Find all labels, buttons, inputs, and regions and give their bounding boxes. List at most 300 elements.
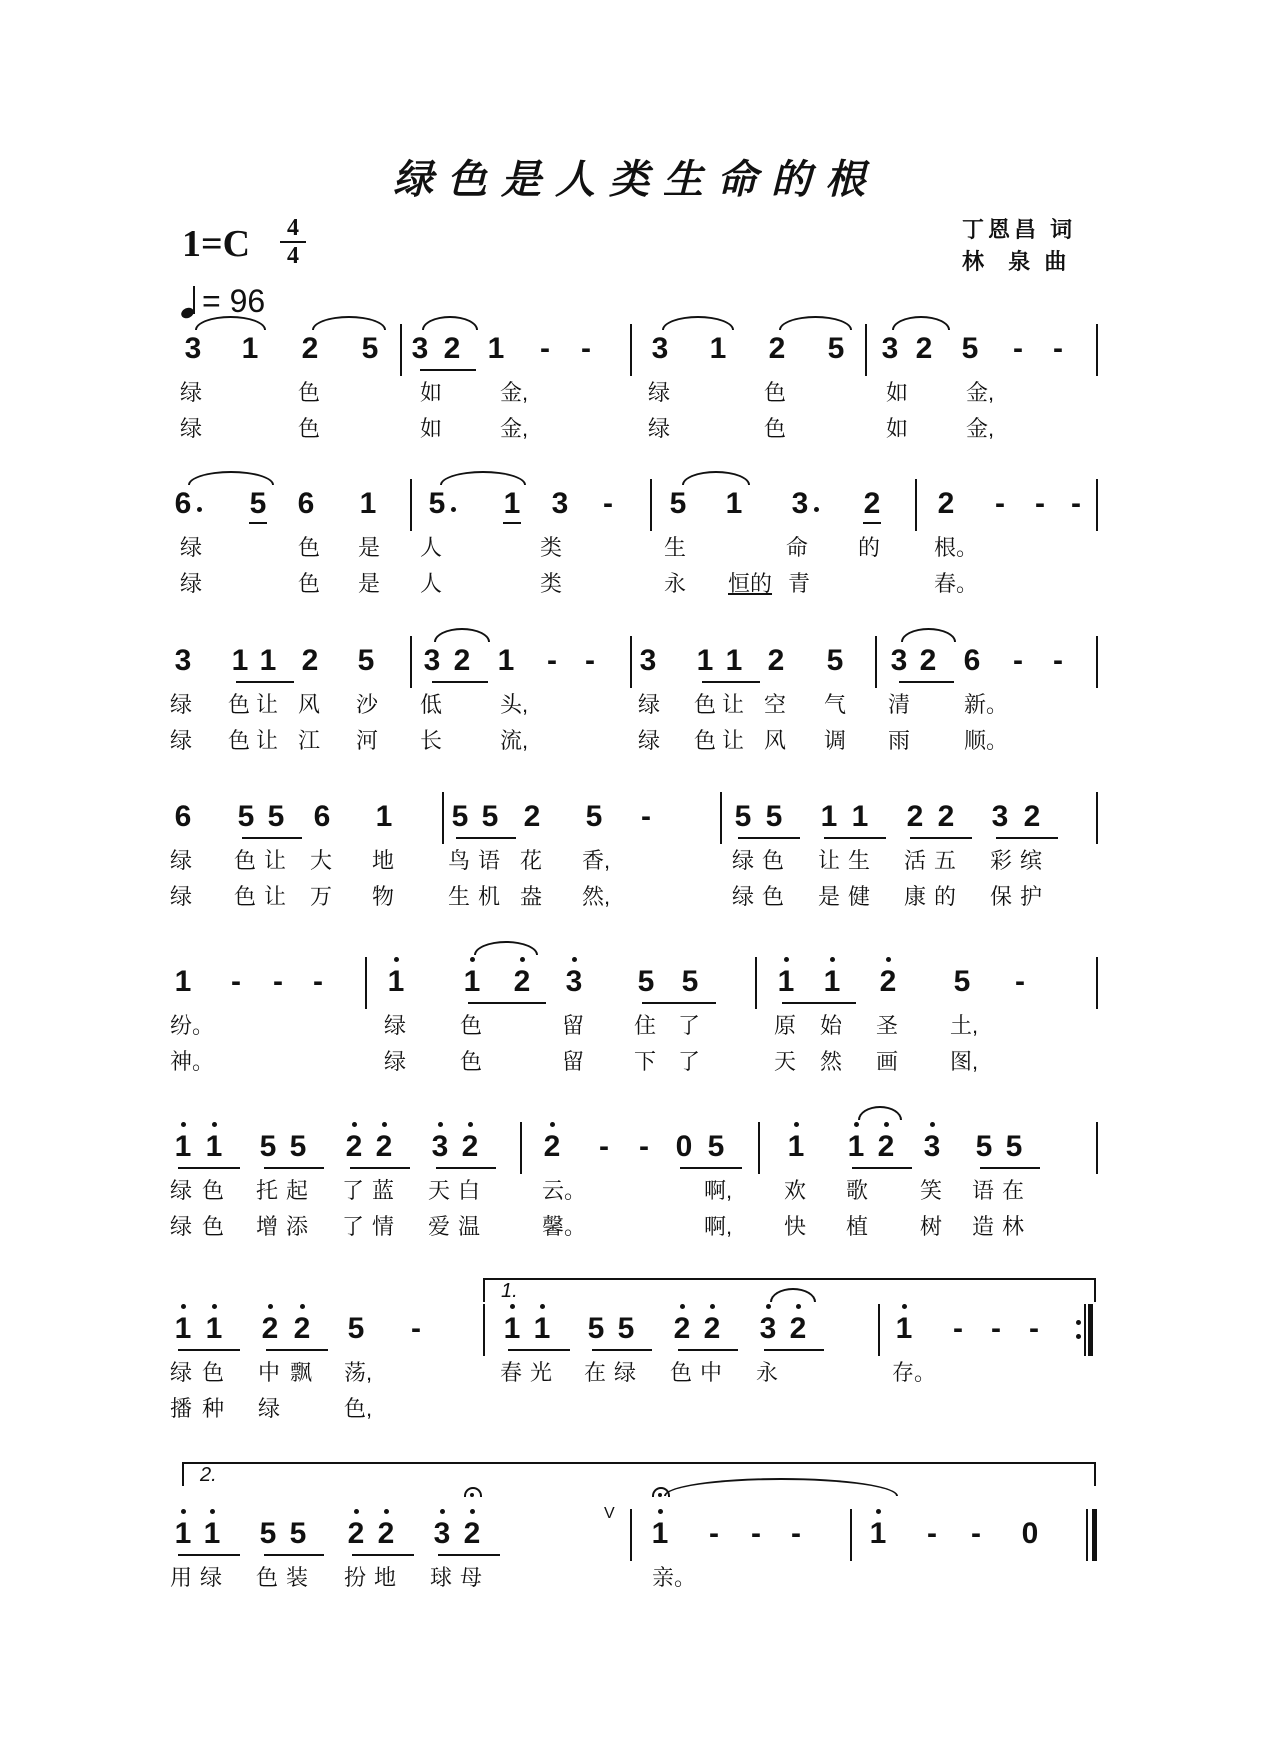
high-octave-dot [572,957,577,962]
lyricist: 丁恩昌 词 [962,217,1077,242]
duration-dash: - [1053,644,1063,677]
note-3: 3 [411,332,429,365]
beam-underline [702,681,760,683]
high-octave-dot [854,1122,859,1127]
lyric-char: 如 [886,416,909,441]
lyric-char: 下 [634,1049,657,1074]
lyric-char: 永 [664,571,687,596]
duration-dash: - [1029,1312,1039,1345]
barline [630,636,632,688]
beam-underline [456,837,516,839]
lyric-char: 风 [764,728,787,753]
duration-dash: - [927,1517,937,1550]
lyric-char: 色 [762,884,785,909]
lyric-char: 让 [722,728,745,753]
barline [483,1304,485,1356]
lyric-char: 新。 [964,692,1009,717]
note-1: 1 [174,1130,192,1163]
slur-tie [662,316,734,330]
lyric-char: 低 [420,692,443,717]
high-octave-dot [930,1122,935,1127]
lyric-char: 装 [286,1565,309,1590]
note-1: 1 [503,1312,521,1345]
note-2: 2 [463,1517,481,1550]
note-2: 2 [768,332,786,365]
note-2: 2 [863,487,881,520]
duration-dash: - [995,487,1005,520]
high-octave-dot [382,1122,387,1127]
note-2: 2 [877,1130,895,1163]
note-5: 5 [681,965,699,998]
lyric-char: 纷。 [170,1013,215,1038]
lyric-char: 图, [950,1049,979,1074]
slur-tie [892,316,950,330]
note-1: 1 [463,965,481,998]
note-0: 0 [675,1130,693,1163]
lyric-char: 绿 [200,1565,223,1590]
lyric-char: 保 [990,884,1013,909]
high-octave-dot [658,1509,663,1514]
note-5: 5 [707,1130,725,1163]
high-octave-dot [300,1304,305,1309]
duration-dash: - [231,965,241,998]
lyric-char: 造 [972,1214,995,1239]
lyric-char: 盎 [520,884,543,909]
duration-dash: - [585,644,595,677]
note-2: 2 [879,965,897,998]
high-octave-dot [710,1304,715,1309]
note-3: 3 [433,1517,451,1550]
note-1: 1 [787,1130,805,1163]
beam-underline [910,837,972,839]
note-3: 3 [639,644,657,677]
barline [915,479,917,531]
barline [1096,324,1098,376]
high-octave-dot [352,1122,357,1127]
volta-bracket [182,1462,1096,1486]
lyric-char: 添 [286,1214,309,1239]
barline [442,792,444,844]
barline [410,636,412,688]
note-5: 5 [827,332,845,365]
lyric-char: 流, [500,728,529,753]
lyric-char: 护 [1020,884,1043,909]
high-octave-dot [440,1509,445,1514]
lyric-char: 增 [256,1214,279,1239]
volta-bracket [483,1278,1096,1302]
augmentation-dot [814,507,819,512]
lyric-char: 林 [1002,1214,1025,1239]
beam-underline [678,1349,738,1351]
high-octave-dot [470,957,475,962]
duration-dash: - [540,332,550,365]
note-1: 1 [725,487,743,520]
lyric-char: 母 [460,1565,483,1590]
barline [1096,1122,1098,1174]
slur-tie [858,1106,902,1120]
lyric-char: 的 [858,535,881,560]
augmentation-dot [451,507,456,512]
lyric-char: 语 [972,1178,995,1203]
lyric-char: 温 [458,1214,481,1239]
lyric-char: 色 [202,1214,225,1239]
lyric-char: 树 [920,1214,943,1239]
lyric-char: 色 [460,1049,483,1074]
lyric-char: 土, [950,1013,979,1038]
note-5: 5 [617,1312,635,1345]
note-1: 1 [174,1312,192,1345]
repeat-dot [1076,1320,1081,1325]
volta-label: 1. [501,1280,518,1302]
lyric-char: 地 [374,1565,397,1590]
barline [850,1509,852,1561]
barline [865,324,867,376]
note-2: 2 [513,965,531,998]
breath-mark: V [604,1505,615,1522]
lyric-char: 生 [664,535,687,560]
high-octave-dot [181,1122,186,1127]
slur-tie [901,628,956,642]
note-1: 1 [174,965,192,998]
duration-dash: - [709,1517,719,1550]
duration-dash: - [1035,487,1045,520]
note-3: 3 [431,1130,449,1163]
beam-underline [764,1349,824,1351]
lyric-char: 是 [818,884,841,909]
lyric-char: 爱 [428,1214,451,1239]
lyric-char: 留 [562,1049,585,1074]
lyric-char: 活 [904,848,927,873]
lyric-char: 地 [372,848,395,873]
lyric-char: 命 [786,535,809,560]
lyric-char: 绿 [170,728,193,753]
high-octave-dot [384,1509,389,1514]
note-3: 3 [991,800,1009,833]
beam-underline [264,1554,324,1556]
lyric-char: 调 [824,728,847,753]
lyric-char: 托 [256,1178,279,1203]
note-5: 5 [961,332,979,365]
lyric-char: 气 [824,692,847,717]
lyric-char: 然 [820,1049,843,1074]
high-octave-dot [354,1509,359,1514]
lyric-char: 彩 [990,848,1013,873]
lyric-char: 色 [234,848,257,873]
lyric-char: 在 [584,1360,607,1385]
lyric-char: 色 [764,380,787,405]
high-octave-dot [830,957,835,962]
lyric-char: 色 [670,1360,693,1385]
lyric-char: 让 [818,848,841,873]
note-5: 5 [259,1517,277,1550]
lyric-char: 绿 [170,1360,193,1385]
high-octave-dot [876,1509,881,1514]
lyric-char: 绿 [170,1214,193,1239]
beam-underline [178,1554,240,1556]
high-octave-dot [796,1304,801,1309]
note-6: 6 [174,487,192,520]
note-3: 3 [881,332,899,365]
note-1: 1 [823,965,841,998]
note-5: 5 [237,800,255,833]
lyric-char: 球 [430,1565,453,1590]
note-2: 2 [301,644,319,677]
note-6: 6 [174,800,192,833]
barline [400,324,402,376]
high-octave-dot [212,1122,217,1127]
lyric-char: 绿 [258,1396,281,1421]
note-1: 1 [696,644,714,677]
lyric-char: 恒的 [728,571,773,596]
note-1: 1 [231,644,249,677]
lyric-char: 语 [478,848,501,873]
lyric-char: 人 [420,571,443,596]
lyric-char: 欢 [784,1178,807,1203]
lyric-char: 金, [500,380,529,405]
note-5: 5 [267,800,285,833]
lyric-char: 色 [234,884,257,909]
high-octave-dot [520,957,525,962]
beam-underline [782,1002,856,1004]
note-3: 3 [923,1130,941,1163]
note-2: 2 [375,1130,393,1163]
high-octave-dot [470,1509,475,1514]
duration-dash: - [953,1312,963,1345]
high-octave-dot [510,1304,515,1309]
note-5: 5 [357,644,375,677]
lyric-char: 空 [764,692,787,717]
lyric-char: 绿 [170,1178,193,1203]
lyric-char: 白 [458,1178,481,1203]
high-octave-dot [680,1304,685,1309]
note-1: 1 [503,487,521,520]
lyric-char: 了 [678,1013,701,1038]
lyric-char: 色 [256,1565,279,1590]
quarter-note-icon [180,286,202,320]
slur-tie [682,471,750,485]
duration-dash: - [599,1130,609,1163]
lyric-char: 顺。 [964,728,1009,753]
note-2: 2 [906,800,924,833]
lyric-char: 的 [934,884,957,909]
beam-underline [852,1167,912,1169]
note-2: 2 [915,332,933,365]
lyric-char: 五 [934,848,957,873]
lyric-char: 让 [722,692,745,717]
lyric-char: 然, [582,884,611,909]
note-2: 2 [443,332,461,365]
lyric-char: 中 [258,1360,281,1385]
note-5: 5 [637,965,655,998]
lyric-char: 绿 [384,1049,407,1074]
lyric-char: 清 [888,692,911,717]
lyric-char: 机 [478,884,501,909]
note-5: 5 [975,1130,993,1163]
beam-underline [438,1554,500,1556]
lyric-char: 绿 [170,884,193,909]
note-1: 1 [174,1517,192,1550]
duration-dash: - [581,332,591,365]
note-5: 5 [585,800,603,833]
lyric-char: 绿 [732,884,755,909]
lyric-char: 了 [678,1049,701,1074]
barline [1096,479,1098,531]
tempo-marking [180,283,265,320]
note-3: 3 [551,487,569,520]
lyric-char: 绿 [384,1013,407,1038]
duration-dash: - [1071,487,1081,520]
note-2: 2 [261,1312,279,1345]
note-5: 5 [826,644,844,677]
fermata-dot [658,1493,662,1497]
note-2: 2 [673,1312,691,1345]
lyric-char: 绿 [614,1360,637,1385]
lyric-char: 是 [358,571,381,596]
beam-underline [264,1167,324,1169]
lyric-char: 绿 [638,692,661,717]
lyric-char: 笑 [920,1178,943,1203]
note-6: 6 [297,487,315,520]
lyric-char: 用 [170,1565,193,1590]
note-2: 2 [767,644,785,677]
note-5: 5 [249,487,267,520]
slur-tie [474,941,538,955]
lyric-char: 色 [764,416,787,441]
lyric-char: 色 [298,571,321,596]
duration-dash: - [547,644,557,677]
final-barline-thick [1092,1509,1097,1561]
meter-top: 4 [287,215,299,241]
high-octave-dot [438,1122,443,1127]
lyric-char: 起 [286,1178,309,1203]
slur-tie [440,471,526,485]
note-1: 1 [777,965,795,998]
lyric-char: 鸟 [448,848,471,873]
note-6: 6 [963,644,981,677]
beam-underline [436,1167,496,1169]
repeat-barline-thin [1084,1304,1086,1356]
note-2: 2 [937,487,955,520]
barline [878,1304,880,1356]
slur-tie [434,628,490,642]
duration-dash: - [1053,332,1063,365]
lyric-char: 万 [310,884,333,909]
lyric-char: 绿 [180,380,203,405]
duration-dash: - [991,1312,1001,1345]
lyric-char: 中 [700,1360,723,1385]
time-signature [280,216,306,268]
note-2: 2 [453,644,471,677]
beam-underline [738,837,800,839]
note-5: 5 [289,1517,307,1550]
beam-underline [642,1002,716,1004]
note-2: 2 [523,800,541,833]
note-1: 1 [725,644,743,677]
beam-underline [236,681,294,683]
note-5: 5 [1005,1130,1023,1163]
lyric-char: 色 [202,1360,225,1385]
note-1: 1 [375,800,393,833]
lyric-char: 物 [372,884,395,909]
lyric-char: 蓝 [372,1178,395,1203]
note-1: 1 [533,1312,551,1345]
lyric-char: 让 [264,848,287,873]
credits [962,214,1076,278]
duration-dash: - [791,1517,801,1550]
lyric-char: 天 [428,1178,451,1203]
barline [755,957,757,1009]
lyric-char: 色 [694,692,717,717]
note-5: 5 [289,1130,307,1163]
duration-dash: - [1013,332,1023,365]
barline [410,479,412,531]
lyric-char: 金, [966,380,995,405]
note-5: 5 [953,965,971,998]
note-1: 1 [895,1312,913,1345]
augmentation-dot [197,507,202,512]
lyric-char: 人 [420,535,443,560]
high-octave-dot [394,957,399,962]
note-1: 1 [651,1517,669,1550]
beam-underline [980,1167,1040,1169]
lyric-char: 康 [904,884,927,909]
lyric-char: 快 [784,1214,807,1239]
note-3: 3 [890,644,908,677]
lyric-char: 扮 [344,1565,367,1590]
barline [1096,957,1098,1009]
duration-dash: - [273,965,283,998]
barline [1096,636,1098,688]
lyric-char: 是 [358,535,381,560]
lyric-char: 风 [298,692,321,717]
note-0: 0 [1021,1517,1039,1550]
note-1: 1 [487,332,505,365]
lyric-char: 色 [202,1178,225,1203]
lyric-char: 画 [876,1049,899,1074]
duration-dash: - [1013,644,1023,677]
note-2: 2 [1023,800,1041,833]
lyric-char: 了 [342,1178,365,1203]
lyric-char: 健 [848,884,871,909]
lyric-char: 色, [344,1396,373,1421]
repeat-dot [1076,1334,1081,1339]
lyric-char: 金, [966,416,995,441]
lyric-char: 色 [694,728,717,753]
high-octave-dot [268,1304,273,1309]
note-3: 3 [791,487,809,520]
duration-dash: - [603,487,613,520]
beam-underline [468,1002,546,1004]
barline [630,1509,632,1561]
lyric-char: 种 [202,1396,225,1421]
lyric-char: 神。 [170,1049,215,1074]
high-octave-dot [794,1122,799,1127]
note-5: 5 [451,800,469,833]
beam-underline [508,1349,570,1351]
note-5: 5 [481,800,499,833]
lyric-char: 绿 [732,848,755,873]
beam-underline [352,1554,414,1556]
lyric-char: 绿 [180,535,203,560]
high-octave-dot [902,1304,907,1309]
note-3: 3 [565,965,583,998]
lyric-char: 天 [774,1049,797,1074]
lyric-char: 歌 [846,1178,869,1203]
lyric-char: 绿 [648,416,671,441]
lyric-char: 色 [228,728,251,753]
lyric-char: 绿 [648,380,671,405]
high-octave-dot [784,957,789,962]
